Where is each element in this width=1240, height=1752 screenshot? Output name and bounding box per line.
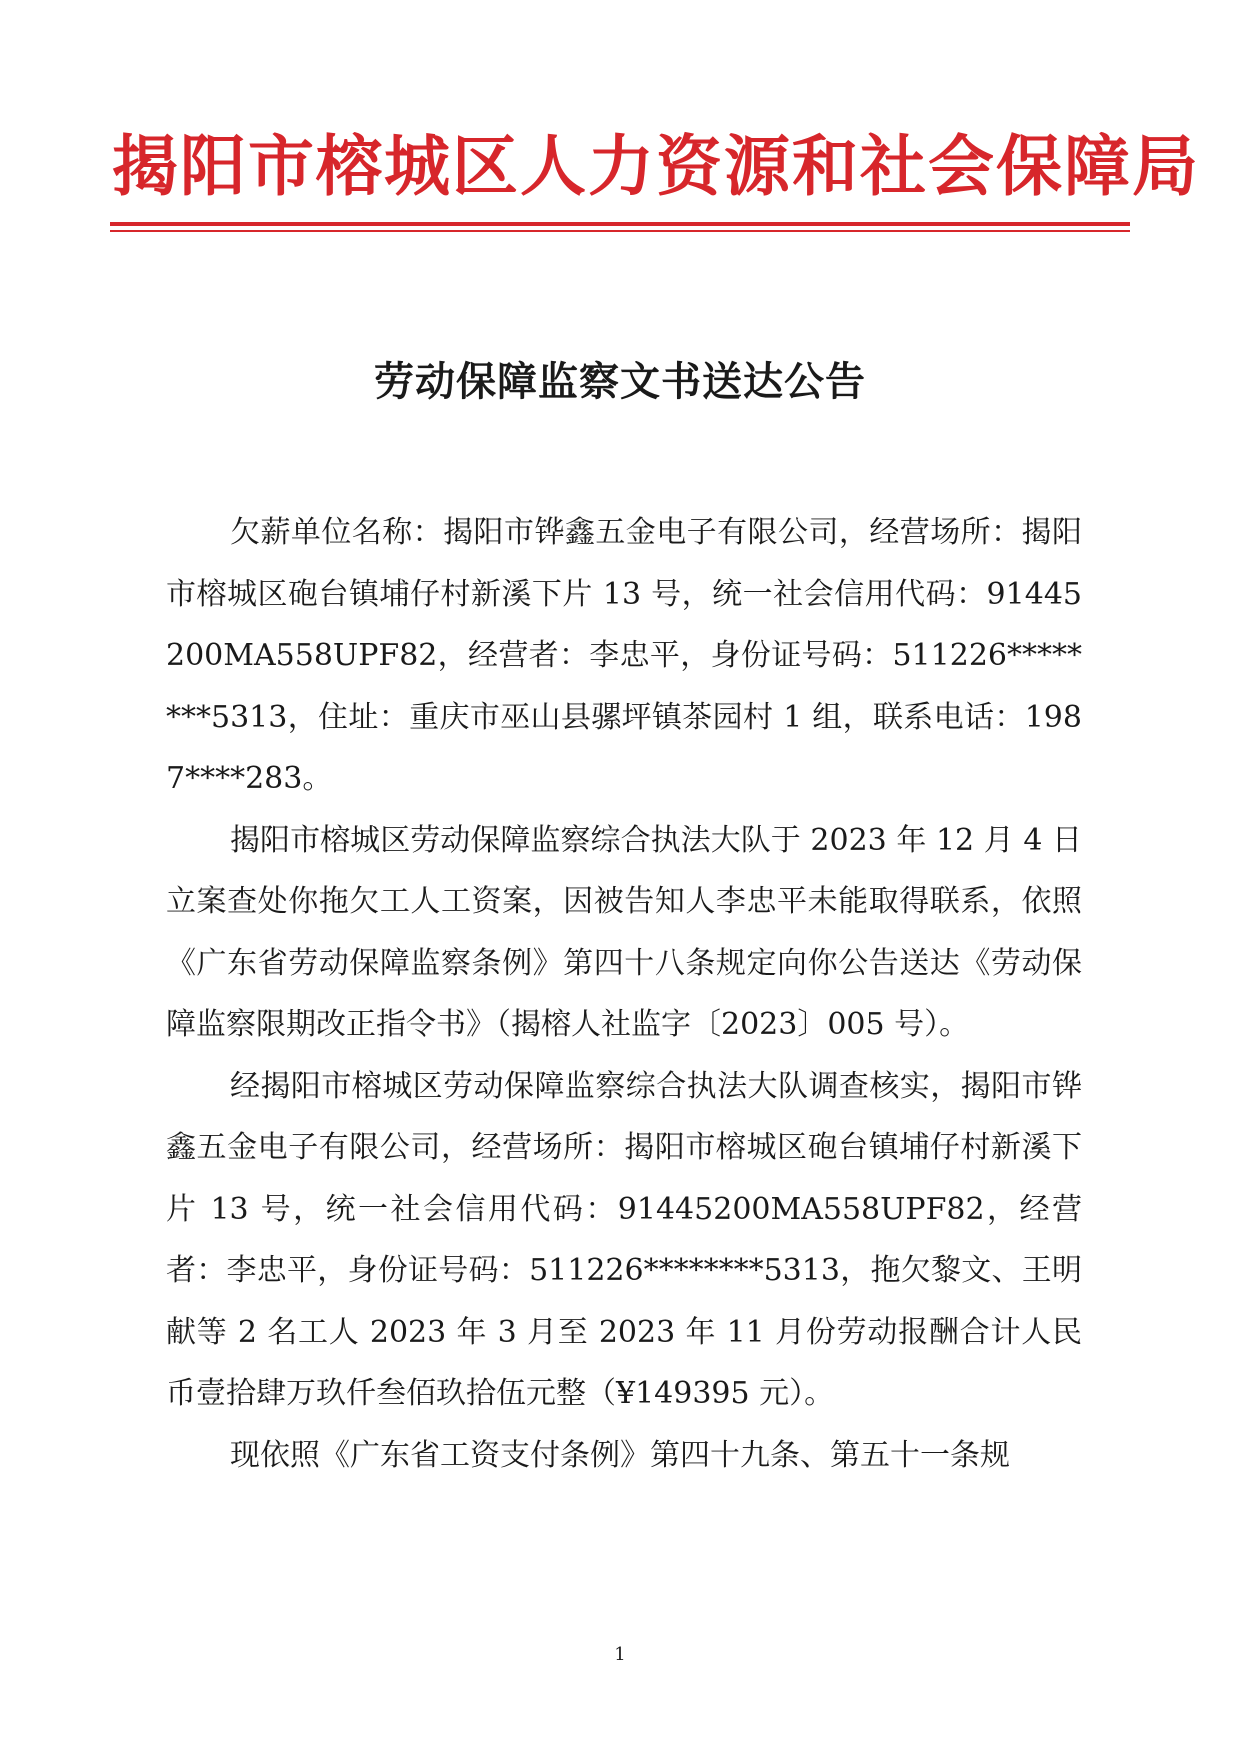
page-number: 1 (614, 1644, 626, 1665)
letterhead-red-rule-thick (110, 222, 1130, 226)
document-title: 劳动保障监察文书送达公告 (374, 358, 866, 405)
paragraph-case-filing: 揭阳市榕城区劳动保障监察综合执法大队于 2023 年 12 月 4 日立案查处你拖欠工人工资案，因被告知人李忠平未能取得联系，依照《广东省劳动保障监察条例》第四十八条规定向你公告送达《劳动保障监察限期改正指令书》（揭榕人社监字〔2023〕005 号）。 (166, 822, 1082, 1042)
letterhead-agency-name: 揭阳市榕城区人力资源和社会保障局 (112, 128, 1200, 205)
document-body (166, 502, 1082, 1486)
paragraph-legal-basis: 现依照《广东省工资支付条例》第四十九条、第五十一条规 (230, 1437, 1010, 1473)
paragraph-debtor-info: 欠薪单位名称：揭阳市铧鑫五金电子有限公司，经营场所：揭阳市榕城区砲台镇埔仔村新溪下片 13 号，统一社会信用代码：91445200MA558UPF82，经营者：李忠平，身份证号码：511226********5313，住址：重庆市巫山县骡坪镇茶园村 1 组，联系电话：1987****283。 (166, 515, 1082, 796)
paragraph-investigation-result: 经揭阳市榕城区劳动保障监察综合执法大队调查核实，揭阳市铧鑫五金电子有限公司，经营场所：揭阳市榕城区砲台镇埔仔村新溪下片 13 号，统一社会信用代码：91445200MA558UPF82，经营者：李忠平，身份证号码：511226********5313，拖欠黎文、王明献等 2 名工人 2023 年 3 月至 2023 年 11 月份劳动报酬合计人民币壹拾肆万玖仟叁佰玖拾伍元整（¥149395 元）。 (166, 1068, 1082, 1411)
letterhead-red-rule-thin (110, 230, 1130, 232)
